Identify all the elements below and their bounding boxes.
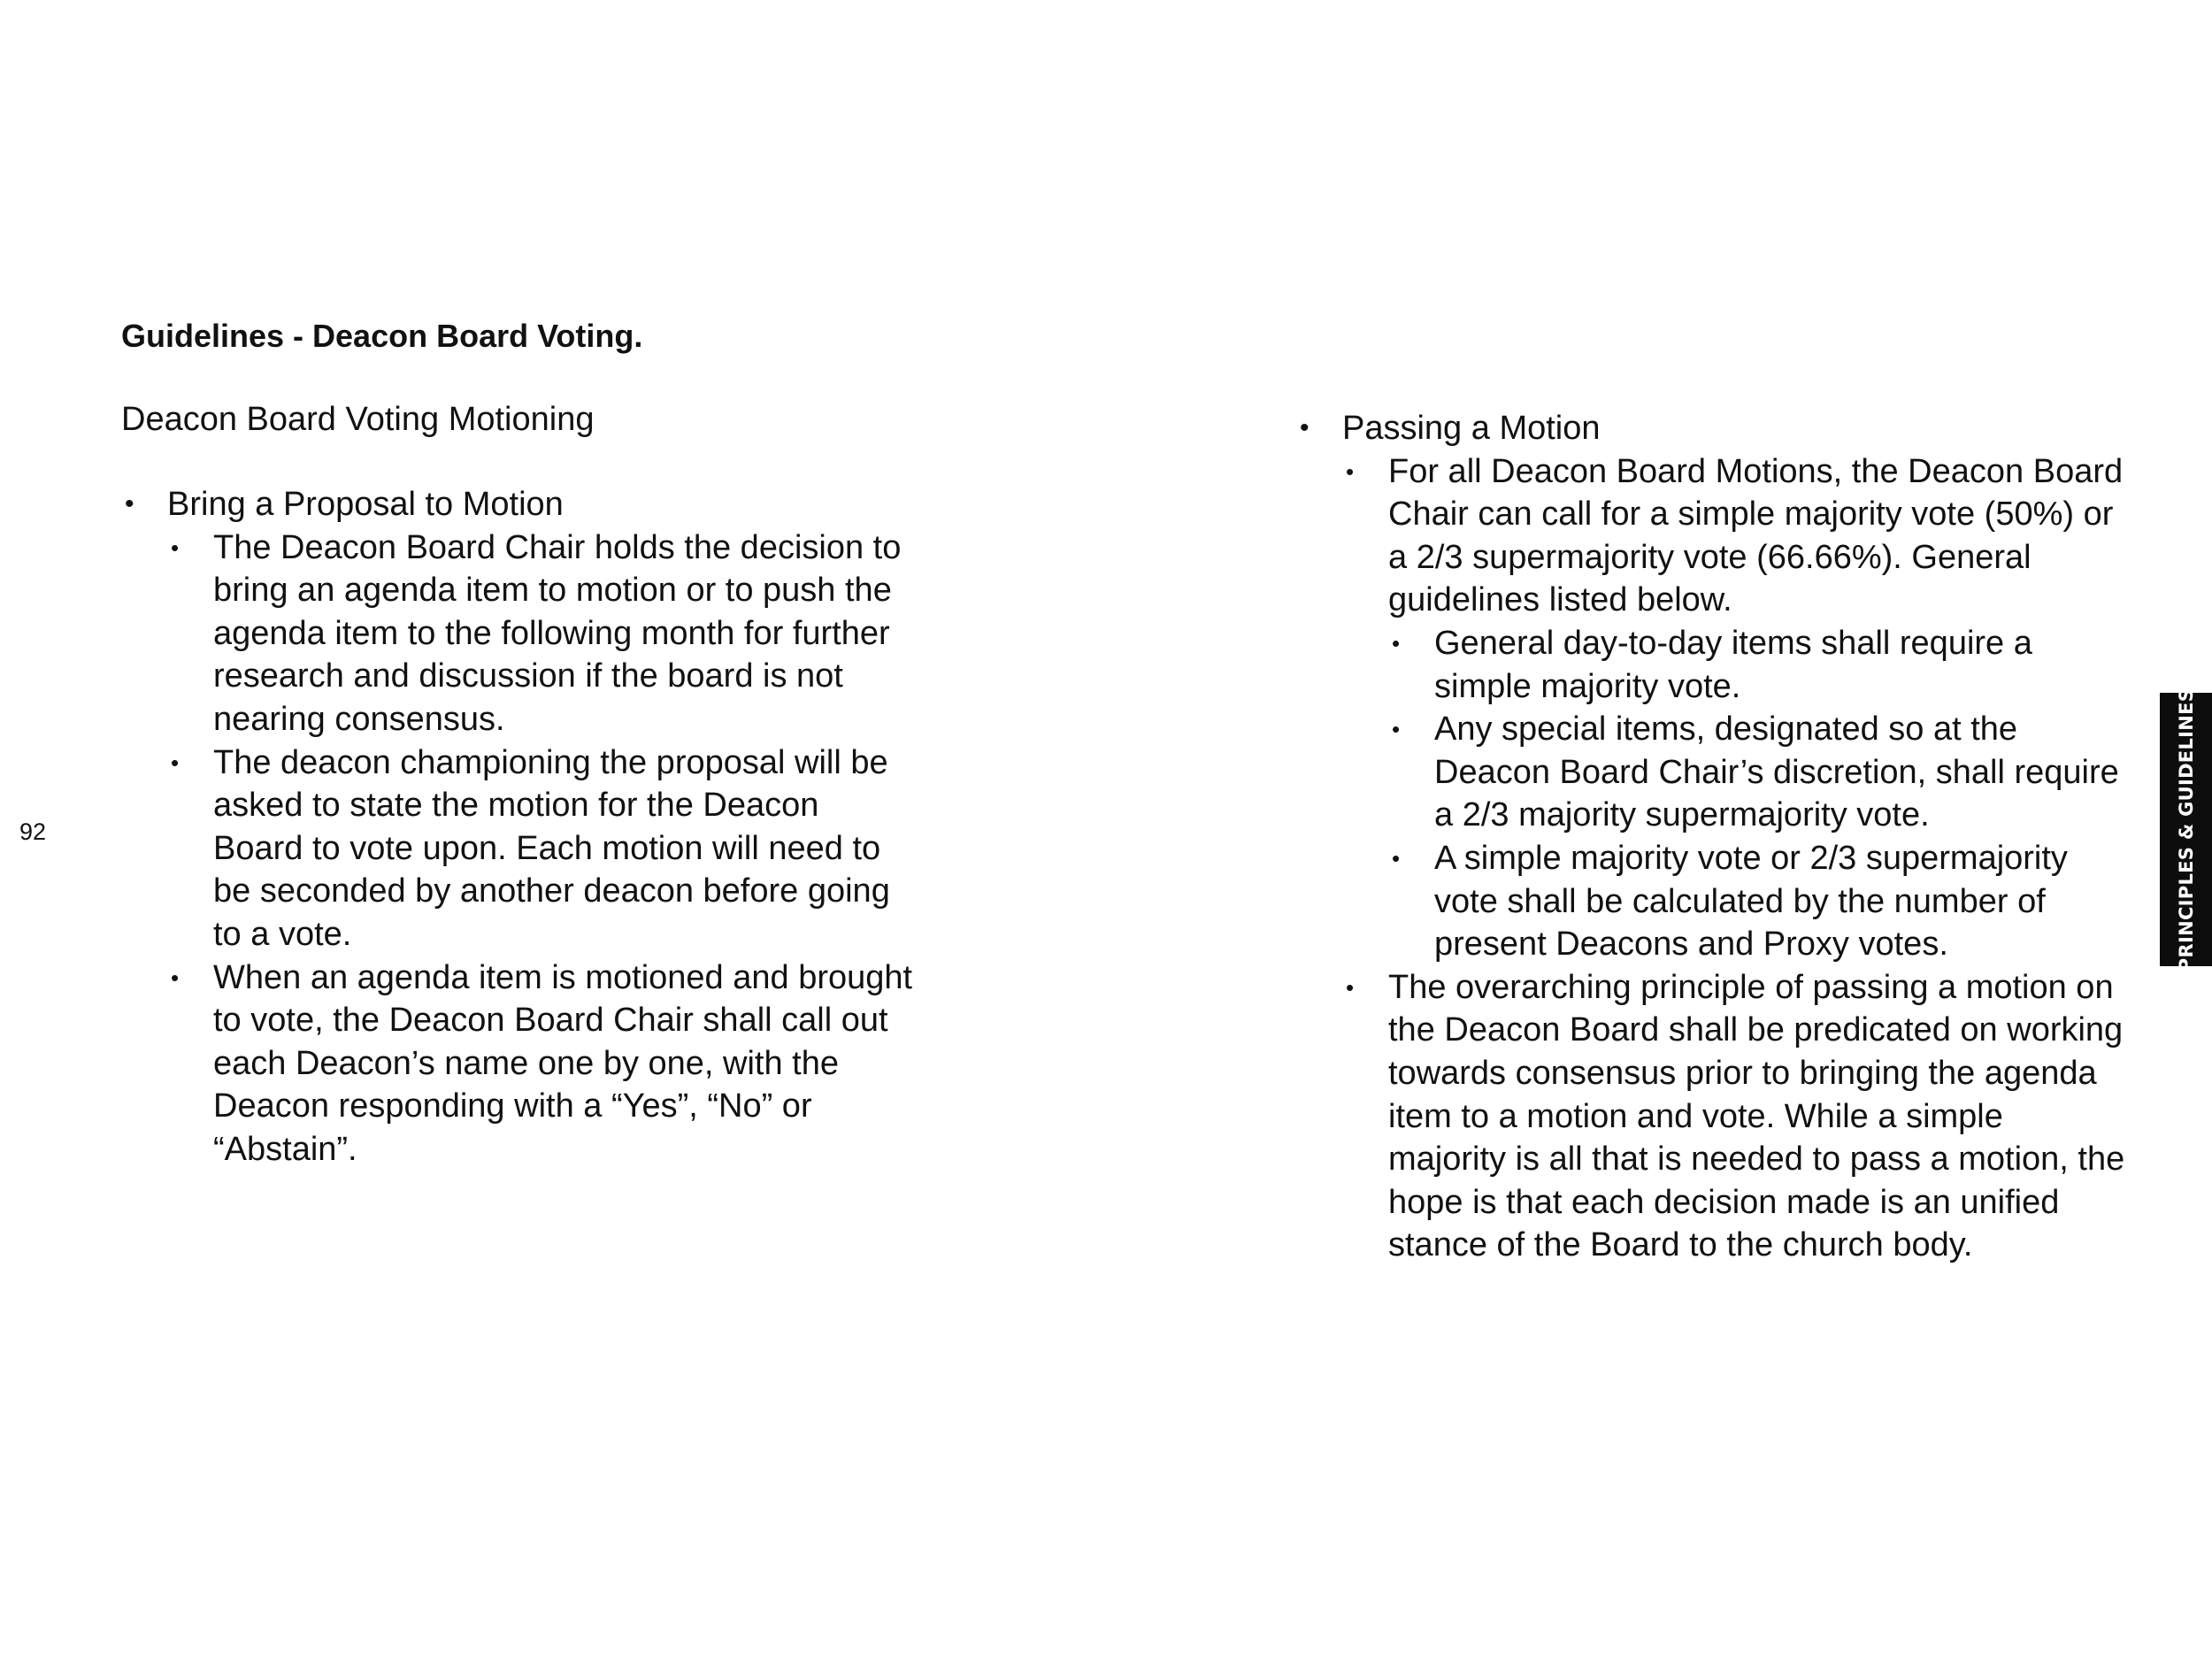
passing-sublist (1342, 450, 2128, 1267)
section-side-tab (2160, 687, 2212, 972)
left-column (121, 311, 918, 1171)
bullet-icon: • (171, 749, 180, 776)
list-item-text: When an agenda item is motioned and brought to vote, the Deacon Board Chair shall call out each Deacon’s name one by one, with the Deacon responding with a “Yes”, “No” or “Abstain”. (213, 958, 913, 1168)
side-tab-label: PRINCIPLES & GUIDELINES (2175, 687, 2197, 972)
bullet-icon: • (171, 964, 180, 991)
bullet-icon: • (1300, 413, 1310, 442)
passing-section-title: Passing a Motion (1342, 410, 1601, 447)
guidelines-sublist (1388, 622, 2128, 966)
list-item (1388, 708, 2128, 837)
right-column (1296, 407, 2128, 1267)
list-item-proposal (121, 483, 918, 1171)
proposal-section-title: Bring a Proposal to Motion (167, 486, 564, 523)
list-item (167, 526, 918, 741)
list-item-text: For all Deacon Board Motions, the Deacon Board Chair can call for a simple majority vote (50%) or a 2/3 supermajority vote (66.66%). General guidelines listed below. (1388, 452, 2124, 619)
list-item (1388, 622, 2128, 708)
bullet-icon: • (171, 534, 180, 561)
page-number: 92 (19, 818, 47, 845)
proposal-sublist (167, 526, 918, 1171)
bullet-icon: • (125, 489, 134, 518)
list-item-text: The Deacon Board Chair holds the decision to bring an agenda item to motion or to push the agenda item to the following month for further research and discussion if the board is not nearing consensus. (213, 528, 902, 738)
bullet-icon: • (1346, 973, 1355, 1001)
list-item-passing (1296, 407, 2128, 1267)
list-item (1342, 450, 2128, 966)
bullet-icon: • (1346, 457, 1355, 485)
list-item-text: The deacon championing the proposal will be asked to state the motion for the Deacon Board to vote upon. Each motion will need to be seconded by another deacon before going to a vote. (213, 743, 890, 953)
list-item-text: Any special items, designated so at the Deacon Board Chair’s discretion, shall require a 2/3 majority supermajority vote. (1434, 710, 2119, 834)
list-item (167, 956, 918, 1171)
section-subheading: Deacon Board Voting Motioning (121, 401, 595, 438)
list-item (1388, 837, 2128, 966)
list-item-text: A simple majority vote or 2/3 supermajority vote shall be calculated by the number of present Deacons and Proxy votes. (1434, 839, 2068, 964)
passing-list (1296, 407, 2128, 1267)
bullet-icon: • (1392, 629, 1401, 657)
list-item-text: General day-to-day items shall require a simple majority vote. (1434, 624, 2032, 705)
list-item (167, 741, 918, 956)
list-item (1342, 966, 2128, 1267)
page-title: Guidelines - Deacon Board Voting. (121, 318, 643, 354)
bullet-icon: • (1392, 716, 1401, 743)
bullet-icon: • (1392, 844, 1401, 872)
list-item-text: The overarching principle of passing a motion on the Deacon Board shall be predicated on working towards consensus prior to bringing the agenda item to a motion and vote. While a simple majority is all that is needed to pass a motion, the hope is that each decision made is an unified stance of the Board to the church body. (1388, 968, 2125, 1264)
proposal-list (121, 483, 918, 1171)
